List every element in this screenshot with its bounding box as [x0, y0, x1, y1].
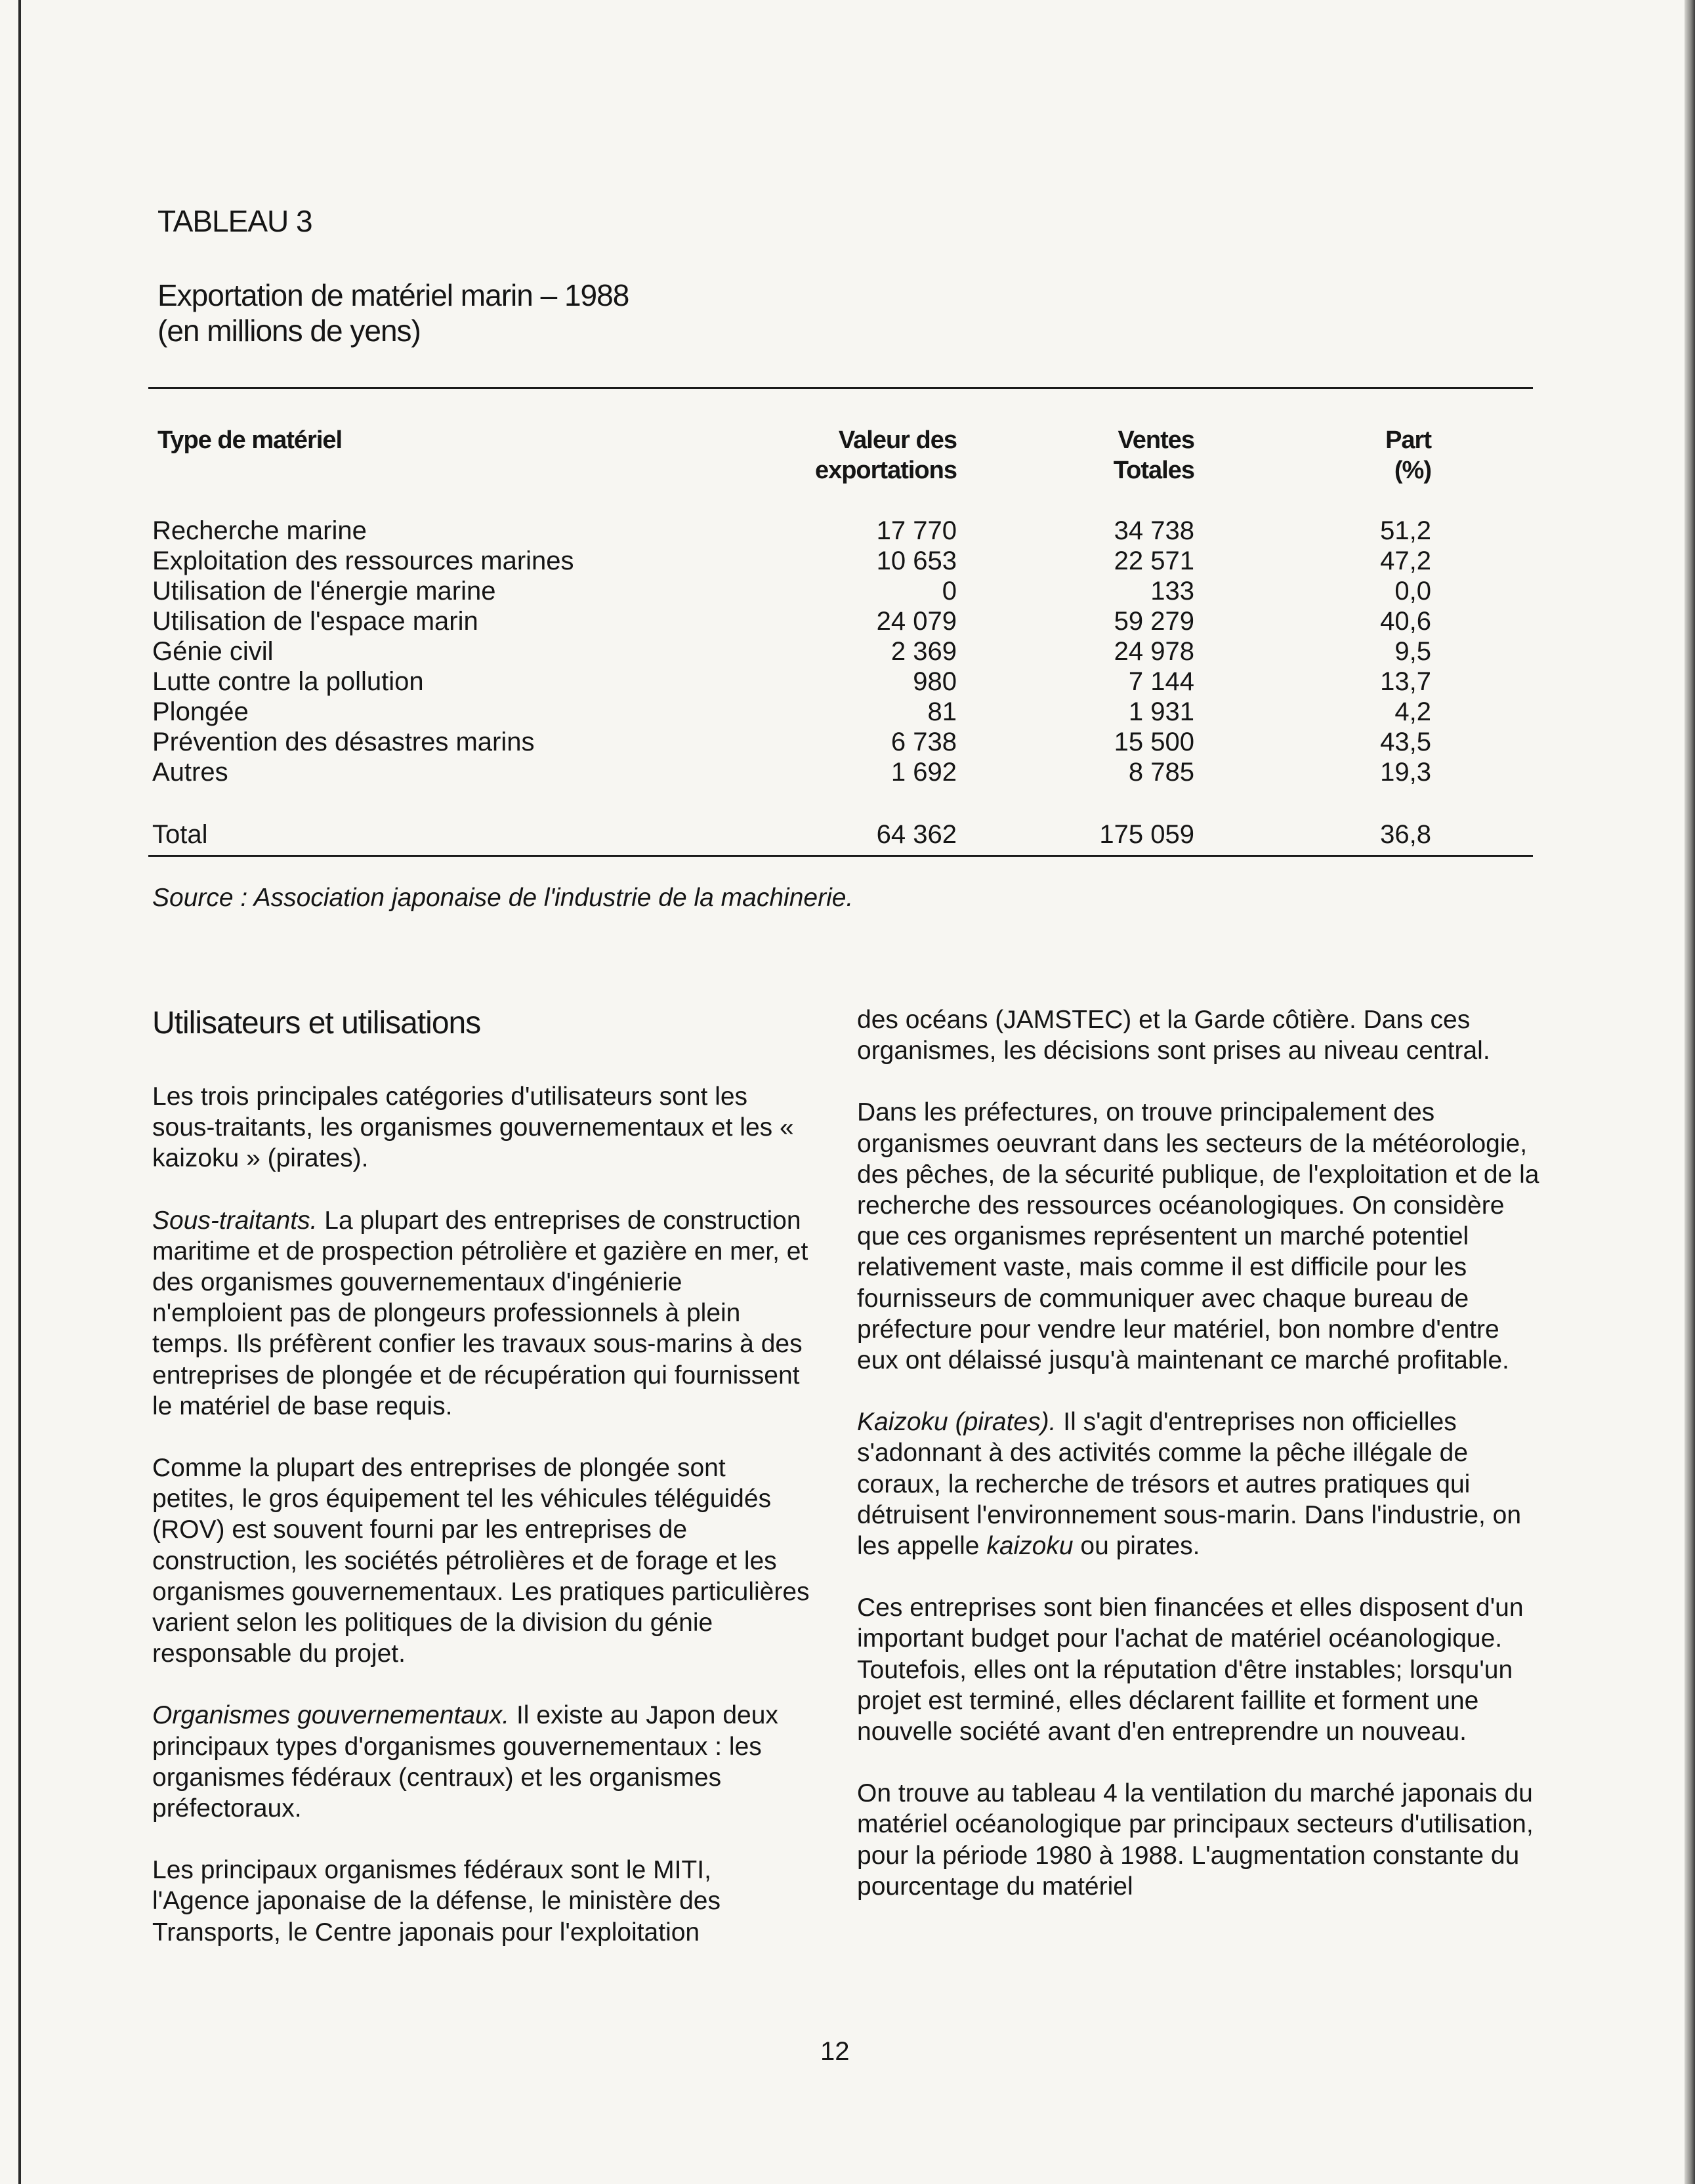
paragraph-text: Il existe au Japon deux principaux types d'organismes gouvernementaux : les organismes fédéraux (centraux) et les organismes préfectoraux. [152, 1701, 778, 1823]
table-row [0, 577, 1695, 607]
table-title [157, 278, 629, 348]
cell-exports: 64 362 [876, 820, 957, 849]
header-share [1385, 425, 1431, 485]
cell-exports: 24 079 [876, 607, 957, 636]
cell-sales: 15 500 [1114, 728, 1194, 756]
cell-sales: 8 785 [1128, 758, 1194, 787]
cell-sales: 34 738 [1114, 516, 1194, 545]
table-bottom-rule [148, 855, 1533, 857]
left-column [152, 1081, 815, 1948]
table-title-line1: Exportation de matériel marin – 1988 [157, 278, 629, 312]
paragraph: Les principaux organismes fédéraux sont le MITI, l'Agence japonaise de la défense, le ministère des Transports, le Centre japonais pour l'exploitation [152, 1856, 721, 1947]
header-exports-line2: exportations [814, 457, 957, 484]
table-total-row [0, 820, 1695, 850]
paragraph: Ces entreprises sont bien financées et elles disposent d'un important budget pour l'achat de matériel océanologique. Toutefois, elles ont la réputation d'être instables; lorsqu'un projet est terminé, elles déclarent faillite et forment une nouvelle société avant d'en entreprendre un nouveau. [857, 1594, 1524, 1746]
paragraph [857, 1407, 1539, 1561]
table-top-rule [148, 387, 1533, 389]
table-row [0, 667, 1695, 697]
paragraph-text: La plupart des entreprises de construction maritime et de prospection pétrolière et gazière en mer, et des organismes gouvernementaux d'ingénierie n'emploient pas de plongeurs professionnels à plein temps. Ils préfèrent confier les travaux sous-marins à des entreprises de plongée et de récupération qui fournissent le matériel de base requis. [152, 1206, 808, 1420]
header-sales-line1: Ventes [1118, 426, 1194, 454]
cell-share: 36,8 [1380, 820, 1431, 849]
paragraph-lead: Sous-traitants. [152, 1206, 318, 1235]
cell-type: Lutte contre la pollution [152, 667, 424, 696]
cell-share: 43,5 [1380, 728, 1431, 756]
cell-exports: 1 692 [890, 758, 957, 787]
cell-exports: 10 653 [876, 546, 957, 575]
table-row [0, 607, 1695, 637]
paragraph-emphasis: kaizoku [986, 1532, 1074, 1561]
paragraph: Les trois principales catégories d'utilisateurs sont les sous-traitants, les organismes gouvernementaux et les « kaizoku » (pirates). [152, 1082, 794, 1173]
cell-share: 13,7 [1380, 667, 1431, 696]
table-row [0, 728, 1695, 758]
cell-share: 9,5 [1394, 637, 1431, 666]
cell-sales: 133 [1150, 577, 1194, 606]
cell-type: Plongée [152, 697, 249, 726]
cell-share: 4,2 [1394, 697, 1431, 726]
cell-sales: 1 931 [1128, 697, 1194, 726]
header-exports [815, 425, 957, 485]
cell-sales: 175 059 [1099, 820, 1194, 849]
page-number: 12 [820, 2037, 850, 2066]
cell-share: 51,2 [1380, 516, 1431, 545]
cell-share: 40,6 [1380, 607, 1431, 636]
table-row [0, 516, 1695, 546]
paragraph: Dans les préfectures, on trouve principalement des organismes oeuvrant dans les secteurs de la météorologie, des pêches, de la sécurité publique, de l'exploitation et de la recherche des ressources océanologiques. On considère que ces organismes représentent un marché potentiel relativement vaste, mais comme il est difficile pour les fournisseurs de communiquer avec chaque bureau de préfecture pour vendre leur matériel, bon nombre d'entre eux ont délaissé jusqu'à maintenant ce marché profitable. [857, 1098, 1539, 1375]
cell-type: Autres [152, 758, 228, 787]
paragraph [152, 1700, 815, 1824]
table-title-line2: (en millions de yens) [157, 314, 421, 348]
right-column [857, 1004, 1539, 1902]
cell-type: Total [152, 820, 208, 849]
cell-exports: 2 369 [890, 637, 957, 666]
cell-type: Prévention des désastres marins [152, 728, 535, 756]
cell-exports: 6 738 [890, 728, 957, 756]
cell-type: Utilisation de l'énergie marine [152, 577, 496, 606]
scan-edge-left [18, 0, 21, 2184]
header-exports-line1: Valeur des [838, 426, 957, 454]
header-share-line1: Part [1385, 426, 1431, 454]
table-row [0, 637, 1695, 667]
scan-edge-right [1685, 0, 1695, 2184]
table-row [0, 546, 1695, 577]
table-row [0, 697, 1695, 728]
header-sales [1114, 425, 1194, 485]
cell-share: 0,0 [1394, 577, 1431, 606]
cell-share: 47,2 [1380, 546, 1431, 575]
cell-share: 19,3 [1380, 758, 1431, 787]
table-label: TABLEAU 3 [157, 204, 312, 238]
cell-sales: 22 571 [1114, 546, 1194, 575]
cell-type: Génie civil [152, 637, 274, 666]
paragraph: des océans (JAMSTEC) et la Garde côtière. Dans ces organismes, les décisions sont prises au niveau central. [857, 1006, 1490, 1065]
cell-exports: 980 [913, 667, 957, 696]
paragraph-text: Il s'agit d'entreprises non officielles s'adonnant à des activités comme la pêche illégale de coraux, la recherche de trésors et autres pratiques qui détruisent l'environnement sous-marin. Dans l'industrie, on les appelle [857, 1408, 1522, 1561]
table-row [0, 758, 1695, 788]
paragraph-lead: Organismes gouvernementaux. [152, 1701, 510, 1730]
cell-type: Utilisation de l'espace marin [152, 607, 478, 636]
cell-exports: 81 [927, 697, 957, 726]
header-type: Type de matériel [157, 426, 343, 454]
cell-exports: 0 [942, 577, 957, 606]
paragraph-lead: Kaizoku (pirates). [857, 1408, 1057, 1437]
cell-sales: 59 279 [1114, 607, 1194, 636]
cell-exports: 17 770 [876, 516, 957, 545]
table-source: Source : Association japonaise de l'industrie de la machinerie. [152, 884, 854, 912]
paragraph: On trouve au tableau 4 la ventilation du marché japonais du matériel océanologique par principaux secteurs d'utilisation, pour la période 1980 à 1988. L'augmentation constante du pourcentage du matériel [857, 1779, 1534, 1901]
cell-type: Exploitation des ressources marines [152, 546, 574, 575]
header-sales-line2: Totales [1113, 457, 1194, 484]
cell-sales: 7 144 [1128, 667, 1194, 696]
cell-type: Recherche marine [152, 516, 367, 545]
cell-sales: 24 978 [1114, 637, 1194, 666]
paragraph [152, 1205, 815, 1422]
paragraph-text: ou pirates. [1073, 1532, 1200, 1561]
paragraph: Comme la plupart des entreprises de plongée sont petites, le gros équipement tel les véhicules téléguidés (ROV) est souvent fourni par les entreprises de construction, les sociétés pétrolières et de forage et les organismes gouvernementaux. Les pratiques particulières varient selon les politiques de la division du génie responsable du projet. [152, 1454, 810, 1668]
section-heading: Utilisateurs et utilisations [152, 1006, 481, 1040]
header-share-line2: (%) [1394, 457, 1431, 484]
